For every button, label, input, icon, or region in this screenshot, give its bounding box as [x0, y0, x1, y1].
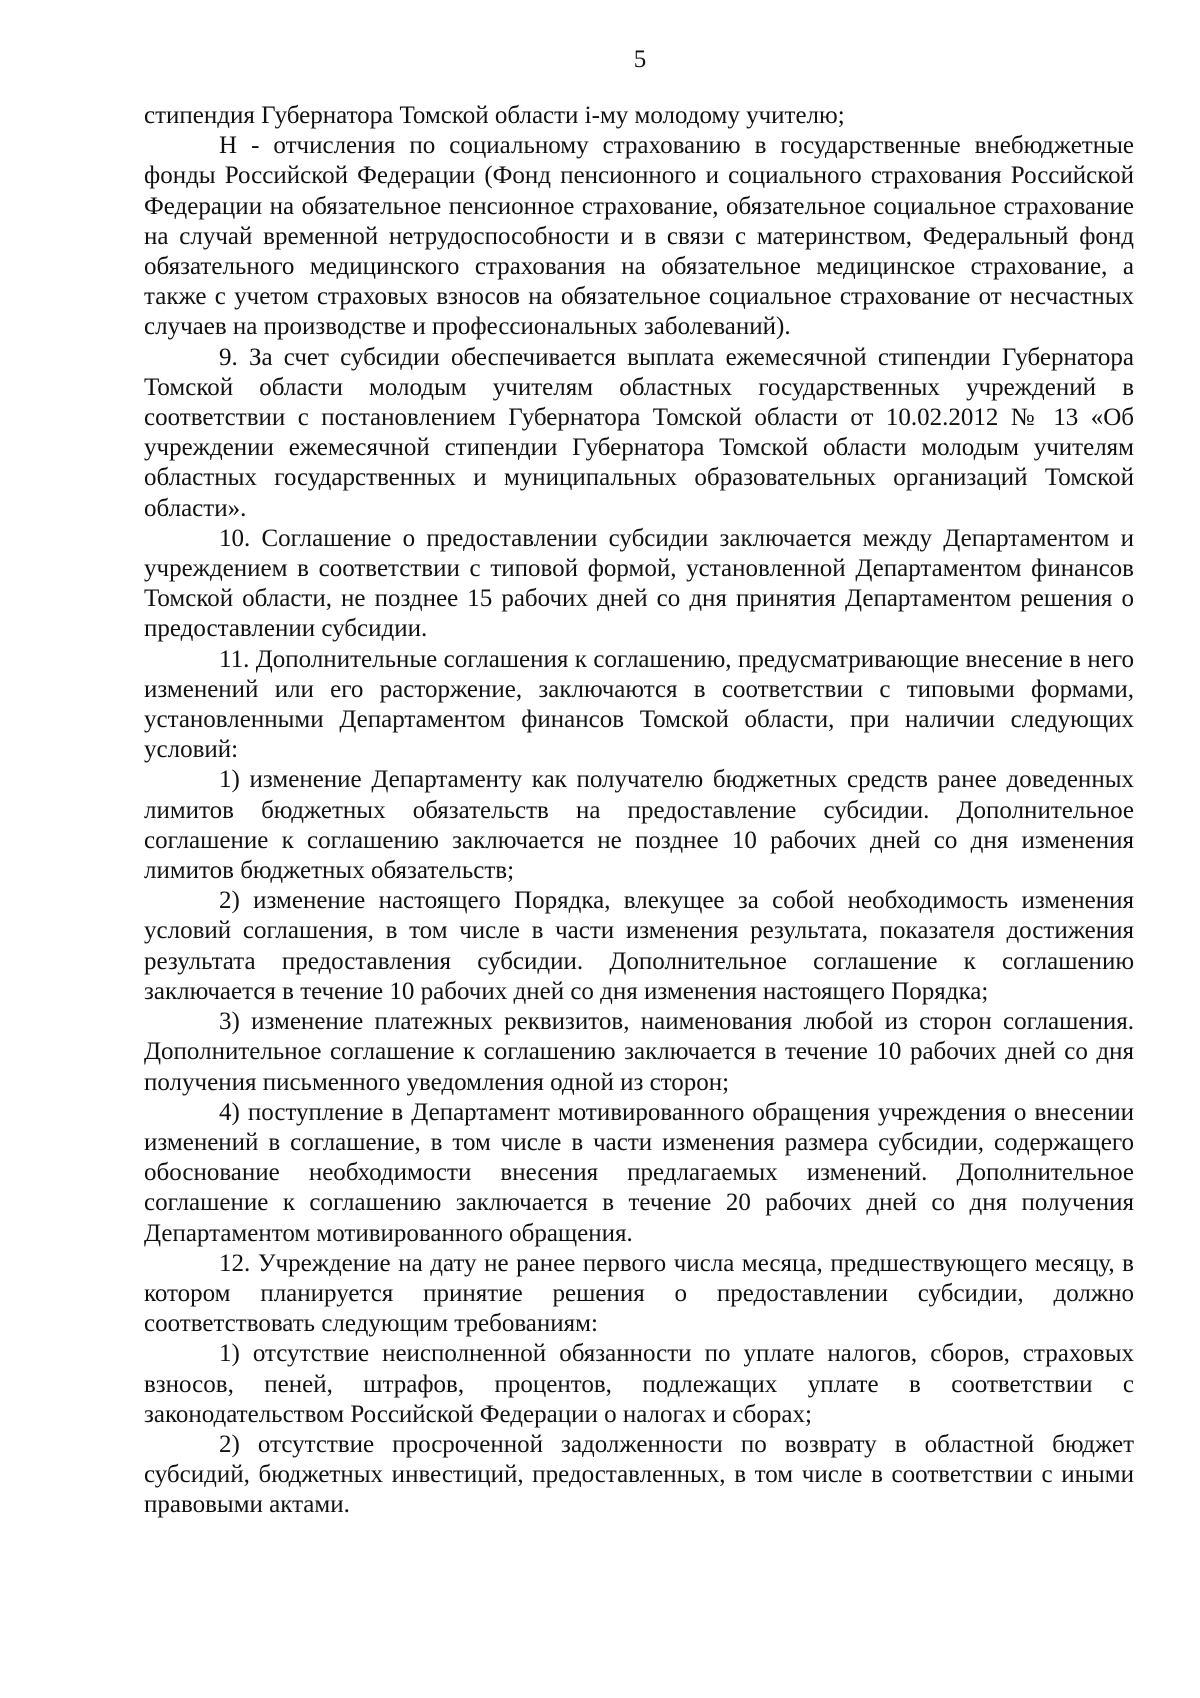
- paragraph-item-11-condition-1: 1) изменение Департаменту как получателю бюджетных средств ранее доведенных лимитов бюджетных обязательств на предоставление субсидии. Дополнительное соглашение к соглашению заключается не позднее 10 рабочих дней со дня изменения лимитов бюджетных обязательств;: [144, 766, 1134, 885]
- paragraph-scholarship-continuation: стипендия Губернатора Томской области i-му молодому учителю;: [144, 102, 845, 129]
- paragraph-item-12: 12. Учреждение на дату не ранее первого числа месяца, предшествующего месяцу, в котором планируется принятие решения о предоставлении субсидии, должно соответствовать следующим требованиям:: [144, 1249, 1134, 1338]
- paragraph-item-9: 9. За счет субсидии обеспечивается выплата ежемесячной стипендии Губернатора Томской области молодым учителям областных государственных учреждений в соответствии с постановлением Губернатора Томской области от 10.02.2012 № 13 «Об учреждении ежемесячной стипендии Губернатора Томской области молодым учителям областных государственных и муниципальных образовательных организаций Томской области».: [144, 343, 1134, 522]
- paragraph-h-definition: Н - отчисления по социальному страхованию в государственные внебюджетные фонды Российской Федерации (Фонд пенсионного и социального страхования Российской Федерации на обязательное пенсионное страхование, обязательное социальное страхование на случай временной нетрудоспособности и в связи с материнством, Федеральный фонд обязательного медицинского страхования на обязательное медицинское страхование, а также с учетом страховых взносов на обязательное социальное страхование от несчастных случаев на производстве и профессиональных заболеваний).: [144, 132, 1134, 341]
- paragraph-item-10: 10. Соглашение о предоставлении субсидии заключается между Департаментом и учреждением в соответствии с типовой формой, установленной Департаментом финансов Томской области, не позднее 15 рабочих дней со дня принятия Департаментом решения о предоставлении субсидии.: [144, 524, 1134, 643]
- paragraph-item-12-requirement-2: 2) отсутствие просроченной задолженности по возврату в областной бюджет субсидий, бюджетных инвестиций, предоставленных, в том числе в соответствии с иными правовыми актами.: [144, 1430, 1134, 1519]
- page-number: 5: [633, 46, 647, 73]
- paragraph-item-11-condition-3: 3) изменение платежных реквизитов, наименования любой из сторон соглашения. Дополнительное соглашение к соглашению заключается в течение 10 рабочих дней со дня получения письменного уведомления одной из сторон;: [144, 1008, 1134, 1096]
- document-body: [144, 101, 1134, 1521]
- paragraph-item-12-requirement-1: 1) отсутствие неисполненной обязанности по уплате налогов, сборов, страховых взносов, пеней, штрафов, процентов, подлежащих уплате в соответствии с законодательством Российской Федерации о налогах и сборах;: [144, 1340, 1134, 1428]
- paragraph-item-11-condition-4: 4) поступление в Департамент мотивированного обращения учреждения о внесении изменений в соглашение, в том числе в части изменения размера субсидии, содержащего обоснование необходимости внесения предлагаемых изменений. Дополнительное соглашение к соглашению заключается в течение 20 рабочих дней со дня получения Департаментом мотивированного обращения.: [144, 1098, 1134, 1247]
- paragraph-item-11: 11. Дополнительные соглашения к соглашению, предусматривающие внесение в него изменений или его расторжение, заключаются в соответствии с типовыми формами, установленными Департаментом финансов Томской области, при наличии следующих условий:: [144, 645, 1134, 764]
- paragraph-item-11-condition-2: 2) изменение настоящего Порядка, влекущее за собой необходимость изменения условий соглашения, в том числе в части изменения результата, показателя достижения результата предоставления субсидии. Дополнительное соглашение к соглашению заключается в течение 10 рабочих дней со дня изменения настоящего Порядка;: [144, 887, 1134, 1005]
